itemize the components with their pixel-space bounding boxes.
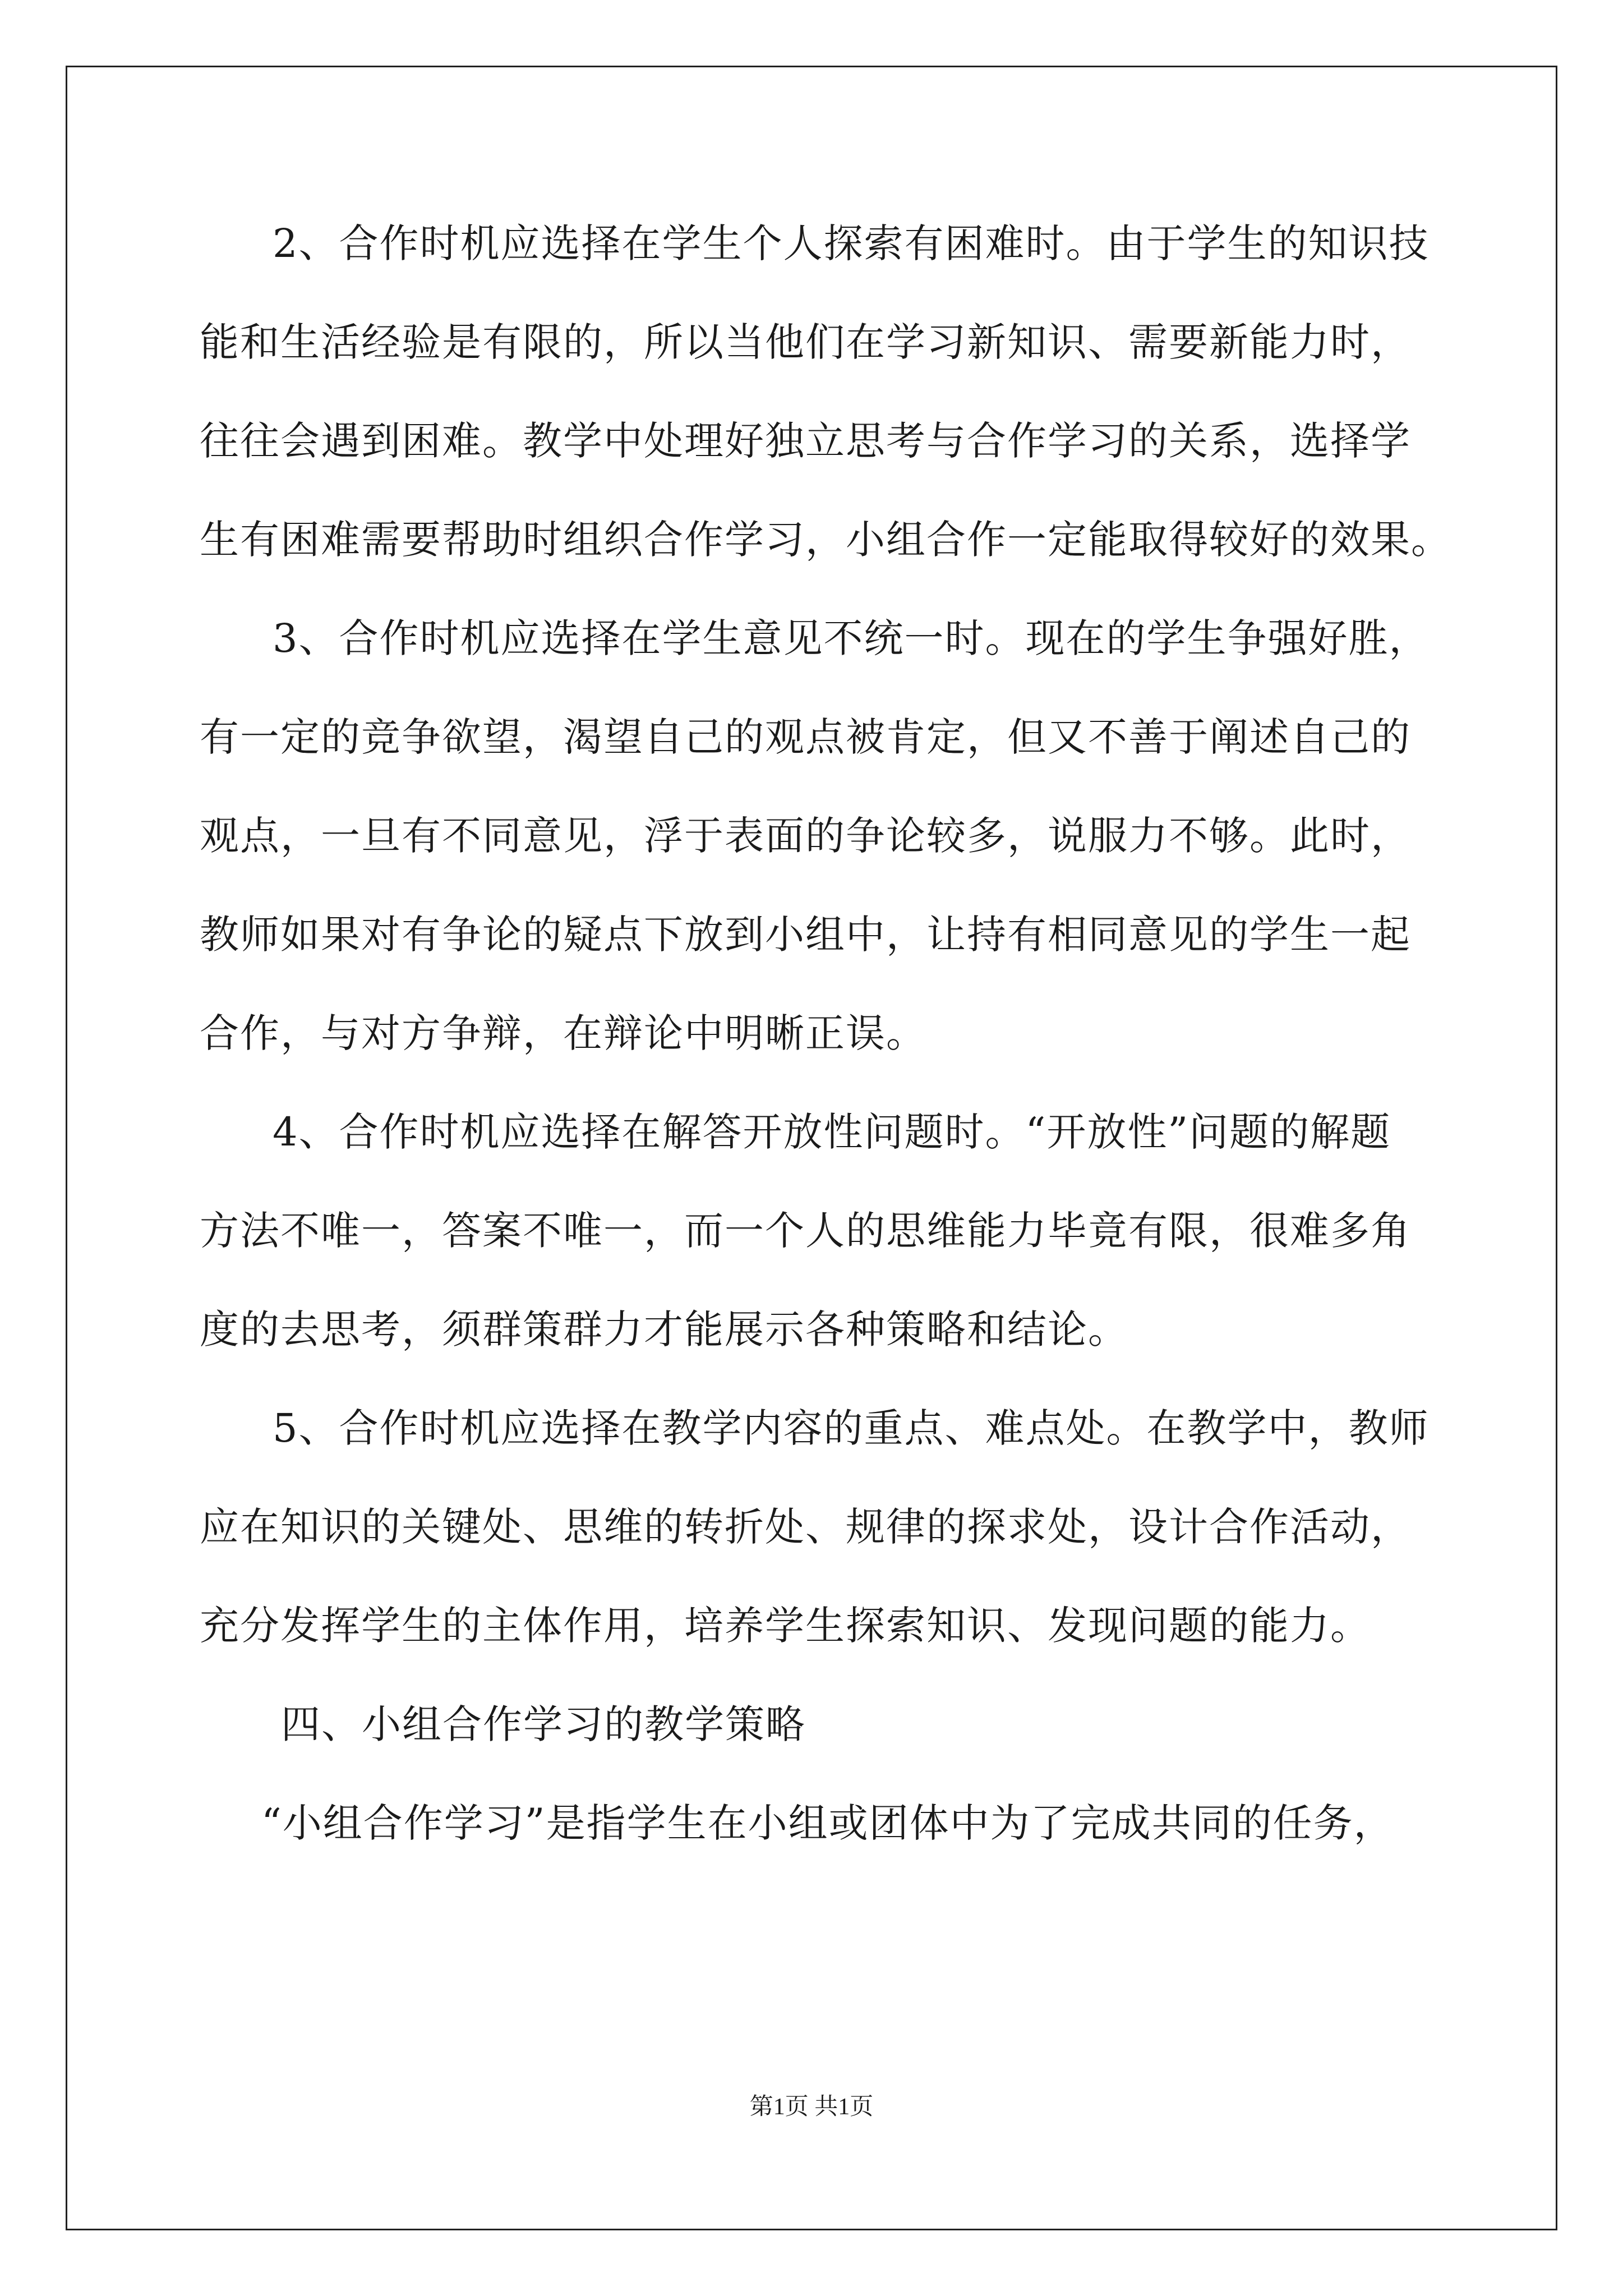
paragraph-3-line-2: 有一定的竞争欲望，渴望自己的观点被肯定，但又不善于阐述自己的	[200, 714, 1411, 760]
paragraph-5-line-3: 充分发挥学生的主体作用，培养学生探索知识、发现问题的能力。	[200, 1603, 1371, 1649]
paragraph-3-line-4: 教师如果对有争论的疑点下放到小组中，让持有相同意见的学生一起	[200, 912, 1411, 958]
paragraph-2-line-1: 2、合作时机应选择在学生个人探索有困难时。由于学生的知识技	[273, 220, 1430, 266]
paragraph-5-line-2: 应在知识的关键处、思维的转折处、规律的探求处，设计合作活动，	[200, 1504, 1411, 1550]
paragraph-5-line-1: 5、合作时机应选择在教学内容的重点、难点处。在教学中，教师	[273, 1405, 1430, 1451]
paragraph-3-line-1: 3、合作时机应选择在学生意见不统一时。现在的学生争强好胜，	[273, 615, 1430, 661]
paragraph-4-line-3: 度的去思考，须群策群力才能展示各种策略和结论。	[200, 1306, 1128, 1352]
paragraph-2-line-2: 能和生活经验是有限的，所以当他们在学习新知识、需要新能力时，	[200, 319, 1411, 365]
paragraph-2-line-3: 往往会遇到困难。教学中处理好独立思考与合作学习的关系，选择学	[200, 418, 1411, 464]
page-footer: 第1页 共1页	[749, 2094, 874, 2120]
paragraph-4-line-2: 方法不唯一，答案不唯一，而一个人的思维能力毕竟有限，很难多角	[200, 1208, 1411, 1254]
paragraph-4-line-1: 4、合作时机应选择在解答开放性问题时。“开放性”问题的解题	[273, 1109, 1391, 1155]
paragraph-2-line-4: 生有困难需要帮助时组织合作学习，小组合作一定能取得较好的效果。	[200, 517, 1451, 563]
paragraph-6-line-1: “小组合作学习”是指学生在小组或团体中为了完成共同的任务，	[261, 1800, 1394, 1846]
paragraph-3-line-3: 观点，一旦有不同意见，浮于表面的争论较多，说服力不够。此时，	[200, 813, 1411, 859]
paragraph-3-line-5: 合作，与对方争辩，在辩论中明晰正误。	[200, 1010, 926, 1056]
section-heading: 四、小组合作学习的教学策略	[281, 1701, 806, 1747]
